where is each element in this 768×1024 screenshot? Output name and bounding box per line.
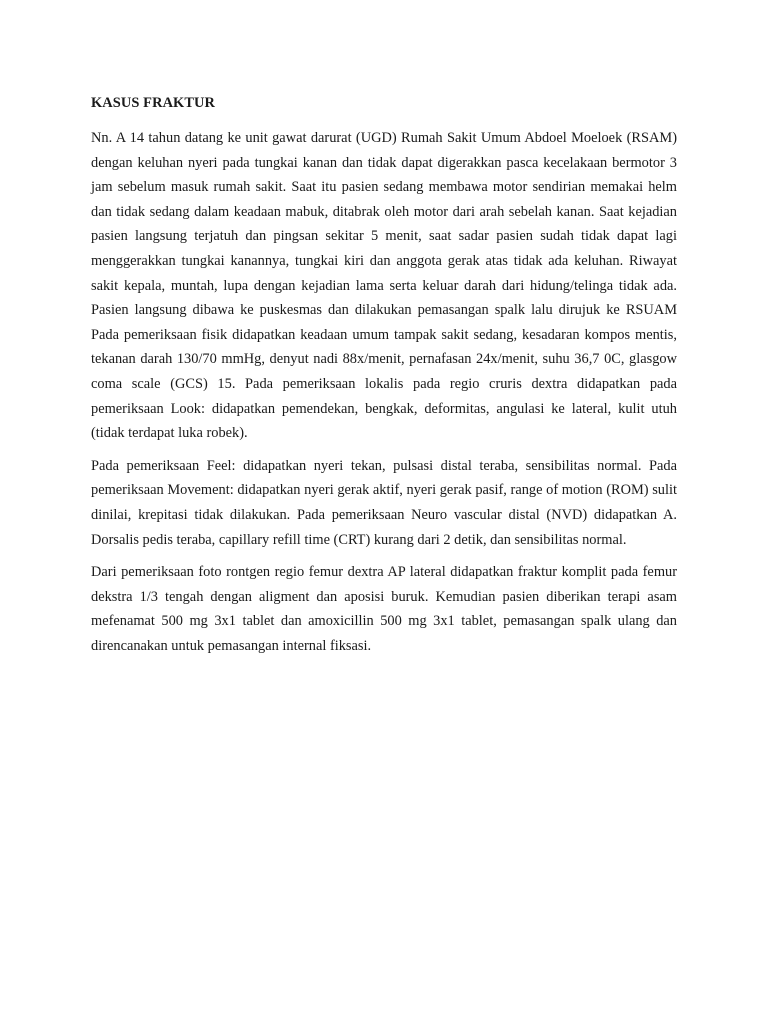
document-title: KASUS FRAKTUR xyxy=(91,95,216,111)
document-body xyxy=(91,91,677,666)
paragraph-case-history: Nn. A 14 tahun datang ke unit gawat darurat (UGD) Rumah Sakit Umum Abdoel Moeloek (RSAM) dengan keluhan nyeri pada tungkai kanan dan tidak dapat digerakkan pasca kecelakaan bermotor 3 jam sebelum masuk rumah sakit. Saat itu pasien sedang membawa motor sendirian memakai helm dan tidak sedang dalam keadaan mabuk, ditabrak oleh motor dari arah sebelah kanan. Saat kejadian pasien langsung terjatuh dan pingsan sekitar 5 menit, saat sadar pasien sudah tidak dapat lagi menggerakkan tungkai kanannya, tungkai kiri dan anggota gerak atas tidak ada keluhan. Riwayat sakit kepala, muntah, lupa dengan kejadian lama serta keluar darah dari hidung/telinga tidak ada. Pasien langsung dibawa ke puskesmas dan dilakukan pemasangan spalk lalu dirujuk ke RSUAM Pada pemeriksaan fisik didapatkan keadaan umum tampak sakit sedang, kesadaran kompos mentis, tekanan darah 130/70 mmHg, denyut nadi 88x/menit, pernafasan 24x/menit, suhu 36,7 0C, glasgow coma scale (GCS) 15. Pada pemeriksaan lokalis pada regio cruris dextra didapatkan pada pemeriksaan Look: didapatkan pemendekan, bengkak, deformitas, angulasi ke lateral, kulit utuh (tidak terdapat luka robek). xyxy=(91,130,677,442)
paragraph-examination: Pada pemeriksaan Feel: didapatkan nyeri tekan, pulsasi distal teraba, sensibilitas normal. Pada pemeriksaan Movement: didapatkan nyeri gerak aktif, nyeri gerak pasif, range of motion (ROM) sulit dinilai, krepitasi tidak dilakukan. Pada pemeriksaan Neuro vascular distal (NVD) didapatkan A. Dorsalis pedis teraba, capillary refill time (CRT) kurang dari 2 detik, dan sensibilitas normal. xyxy=(91,457,677,548)
paragraph-radiology-therapy: Dari pemeriksaan foto rontgen regio femur dextra AP lateral didapatkan fraktur komplit pada femur dekstra 1/3 tengah dengan aligment dan aposisi buruk. Kemudian pasien diberikan terapi asam mefenamat 500 mg 3x1 tablet dan amoxicillin 500 mg 3x1 tablet, pemasangan spalk ulang dan direncanakan untuk pemasangan internal fiksasi. xyxy=(91,564,677,654)
